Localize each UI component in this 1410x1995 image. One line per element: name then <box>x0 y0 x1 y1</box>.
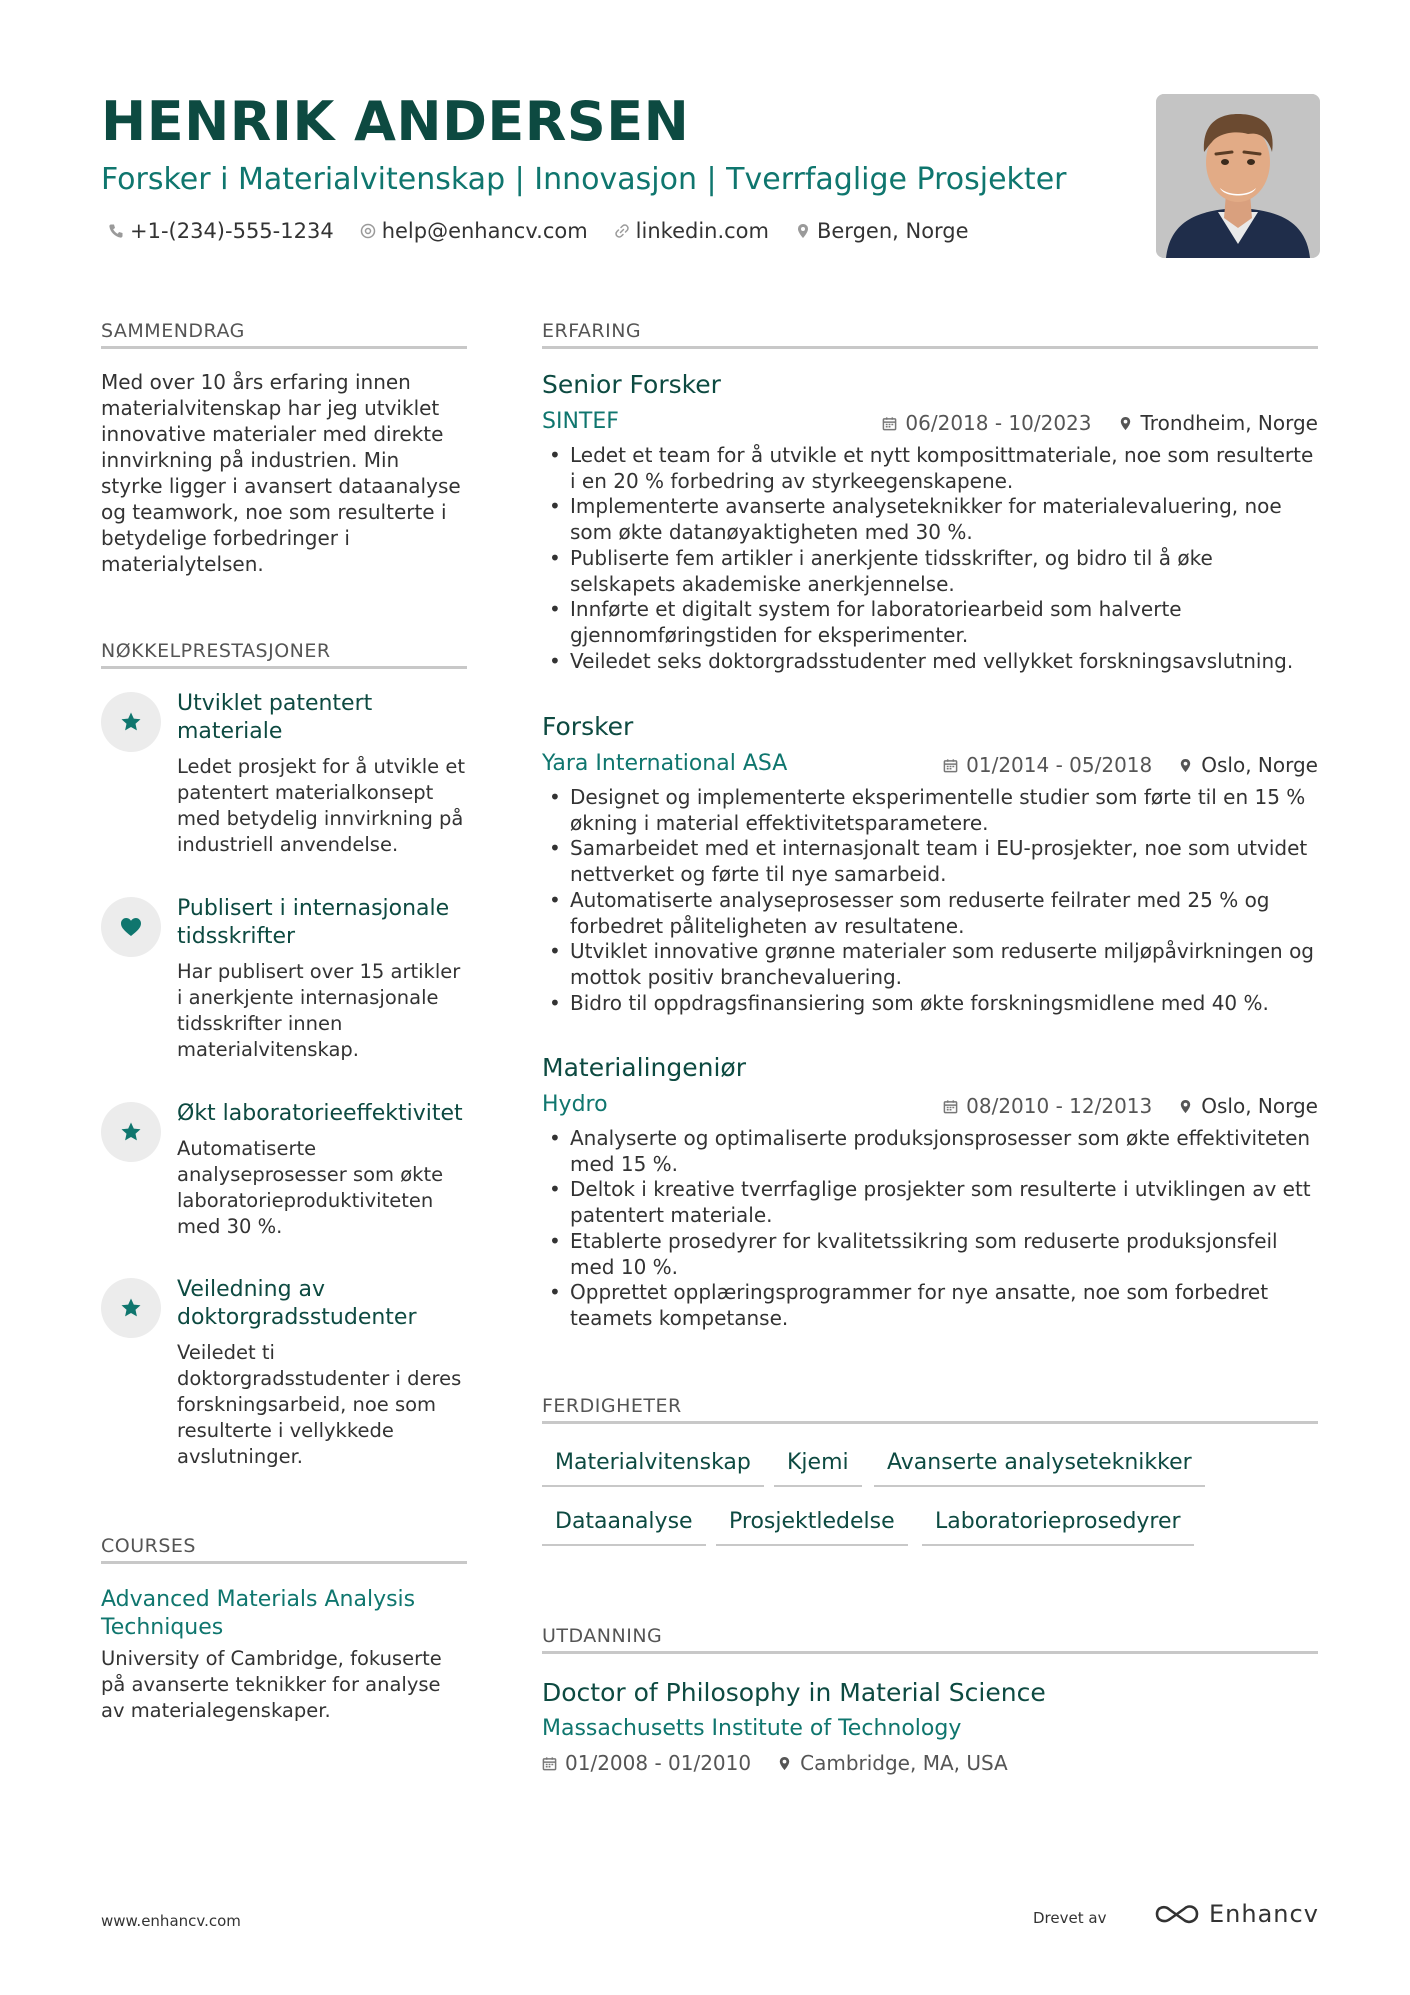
contact-email[interactable] <box>360 219 588 243</box>
contact-location <box>795 219 969 243</box>
job-dates-text: 06/2018 - 10/2023 <box>905 411 1092 435</box>
star-icon <box>119 1120 143 1144</box>
phone-text: +1-(234)-555-1234 <box>130 219 334 243</box>
job-location-text: Oslo, Norge <box>1201 1094 1318 1118</box>
candidate-name: HENRIK ANDERSEN <box>101 90 690 153</box>
job-location <box>1118 411 1318 435</box>
education-heading: UTDANNING <box>542 1625 1318 1654</box>
profile-photo <box>1156 94 1320 258</box>
bullet-item: • Innførte et digitalt system for laboratoriearbeid som halverte gjennomføringstiden for eksperimenter. <box>547 597 1323 648</box>
courses-heading: COURSES <box>101 1535 467 1564</box>
school-name: Massachusetts Institute of Technology <box>542 1716 962 1741</box>
calendar-icon <box>943 1099 958 1114</box>
job-dates-text: 01/2014 - 05/2018 <box>966 753 1153 777</box>
link-icon <box>614 223 630 239</box>
email-text: help@enhancv.com <box>381 219 588 243</box>
job-dates <box>943 753 1152 777</box>
bullet-item: • Utviklet innovative grønne materialer som reduserte miljøpåvirkningen og mottok positiv branchevaluering. <box>547 939 1323 990</box>
bullet-item: • Etablerte prosedyrer for kvalitetssikring som reduserte produksjonsfeil med 10 %. <box>547 1229 1323 1280</box>
contact-linkedin[interactable] <box>614 219 769 243</box>
enhancv-logo-icon <box>1153 1901 1201 1927</box>
contact-bar <box>108 219 969 243</box>
achievement-badge <box>101 692 161 752</box>
job-meta <box>943 753 1318 777</box>
achievement-badge <box>101 1278 161 1338</box>
location-text: Bergen, Norge <box>816 219 969 243</box>
skill-tag: Prosjektledelse <box>716 1509 908 1546</box>
job-location-text: Oslo, Norge <box>1201 753 1318 777</box>
skill-tag: Laboratorieprosedyrer <box>922 1509 1194 1546</box>
achievement-title: Økt laboratorieeffektivitet <box>177 1101 463 1126</box>
bullet-item: • Deltok i kreative tverrfaglige prosjekter som resulterte i utviklingen av ett patentert materiale. <box>547 1177 1323 1228</box>
job-location <box>1178 753 1318 777</box>
location-pin-icon <box>777 1756 792 1771</box>
job-location-text: Trondheim, Norge <box>1140 411 1318 435</box>
summary-heading: SAMMENDRAG <box>101 320 467 349</box>
courses-section <box>101 1535 467 1724</box>
star-icon <box>119 710 143 734</box>
achievement-desc: Ledet prosjekt for å utvikle et patentert materialkonsept med betydelig innvirkning på industriell anvendelse. <box>177 755 466 856</box>
skill-tag: Dataanalyse <box>542 1509 706 1546</box>
job-title: Senior Forsker <box>542 370 721 399</box>
job-bullets <box>547 1126 1323 1332</box>
achievement-badge <box>101 897 161 957</box>
bullet-item: • Ledet et team for å utvikle et nytt komposittmateriale, noe som resulterte i en 20 % forbedring av styrkeegenskapene. <box>547 443 1323 494</box>
location-pin-icon <box>795 223 811 239</box>
avatar <box>1156 94 1320 258</box>
skill-tag: Avanserte analyseteknikker <box>874 1450 1205 1487</box>
linkedin-text: linkedin.com <box>635 219 769 243</box>
job-bullets <box>547 443 1323 674</box>
job-bullets <box>547 785 1323 1016</box>
job-dates <box>882 411 1091 435</box>
contact-phone[interactable] <box>108 219 334 243</box>
achievements-heading-wrap <box>101 640 467 669</box>
at-icon <box>360 223 376 239</box>
footer-powered-by: Drevet av <box>1033 1909 1107 1927</box>
skills-section <box>542 1395 1318 1424</box>
job-company: Hydro <box>542 1092 608 1117</box>
job-title: Materialingeniør <box>542 1053 746 1082</box>
bullet-item: • Veiledet seks doktorgradsstudenter med vellykket forskningsavslutning. <box>547 649 1323 675</box>
education-location <box>777 1751 1008 1775</box>
summary-text: Med over 10 års erfaring innen materialvitenskap har jeg utviklet innovative materialer med direkte innvirkning på industrien. Min styrke ligger i avansert dataanalyse og teamwork, noe som resulterte i betydelige forbedringer i materialytelsen. <box>101 370 461 576</box>
job-meta <box>882 411 1318 435</box>
calendar-icon <box>542 1756 557 1771</box>
job-title: Forsker <box>542 712 634 741</box>
skill-tag: Materialvitenskap <box>542 1450 764 1487</box>
location-pin-icon <box>1178 1099 1193 1114</box>
degree-title: Doctor of Philosophy in Material Science <box>542 1678 1046 1707</box>
bullet-item: • Publiserte fem artikler i anerkjente tidsskrifter, og bidro til å øke selskapets akademiske anerkjennelse. <box>547 546 1323 597</box>
achievement-desc: Veiledet ti doktorgradsstudenter i deres forskningsarbeid, noe som resulterte i vellykkede avslutninger. <box>177 1341 462 1468</box>
education-dates <box>542 1751 751 1775</box>
job-company: Yara International ASA <box>542 751 788 776</box>
skill-tag: Kjemi <box>774 1450 862 1487</box>
job-dates <box>943 1094 1152 1118</box>
bullet-item: • Samarbeidet med et internasjonalt team i EU-prosjekter, noe som utvidet nettverket og førte til nye samarbeid. <box>547 836 1323 887</box>
achievement-desc: Har publisert over 15 artikler i anerkjente internasjonale tidsskrifter innen materialvitenskap. <box>177 960 461 1061</box>
job-dates-text: 08/2010 - 12/2013 <box>966 1094 1153 1118</box>
education-location-text: Cambridge, MA, USA <box>800 1751 1008 1775</box>
achievements-heading: NØKKELPRESTASJONER <box>101 640 467 669</box>
education-section <box>542 1625 1318 1654</box>
enhancv-wordmark: Enhancv <box>1209 1900 1319 1928</box>
experience-heading: ERFARING <box>542 320 1318 349</box>
education-dates-text: 01/2008 - 01/2010 <box>565 1751 752 1775</box>
bullet-item: • Designet og implementerte eksperimentelle studier som førte til en 15 % økning i material effektivitetsparametere. <box>547 785 1323 836</box>
bullet-item: • Automatiserte analyseprosesser som reduserte feilrater med 25 % og forbedret påliteligheten av resultatene. <box>547 888 1323 939</box>
bullet-item: • Opprettet opplæringsprogrammer for nye ansatte, noe som forbedret teamets kompetanse. <box>547 1280 1323 1331</box>
course-title: Advanced Materials Analysis Techniques <box>101 1587 416 1640</box>
job-meta <box>943 1094 1318 1118</box>
star-icon <box>119 1296 143 1320</box>
calendar-icon <box>882 416 897 431</box>
bullet-item: • Analyserte og optimaliserte produksjonsprosesser som økte effektiviteten med 15 %. <box>547 1126 1323 1177</box>
heart-icon <box>119 915 143 939</box>
experience-section <box>542 320 1318 349</box>
location-pin-icon <box>1178 758 1193 773</box>
summary-section <box>101 320 467 577</box>
achievement-title: Utviklet patentert materiale <box>177 691 373 744</box>
skills-heading: FERDIGHETER <box>542 1395 1318 1424</box>
footer-url[interactable]: www.enhancv.com <box>101 1912 241 1930</box>
course-desc: University of Cambridge, fokuserte på avanserte teknikker for analyse av materialegenskaper. <box>101 1647 442 1722</box>
job-company: SINTEF <box>542 409 619 434</box>
calendar-icon <box>943 758 958 773</box>
achievement-desc: Automatiserte analyseprosesser som økte laboratorieproduktiviteten med 30 %. <box>177 1137 444 1238</box>
bullet-item: • Implementerte avanserte analyseteknikker for materialevaluering, noe som økte datanøyaktigheten med 30 %. <box>547 494 1323 545</box>
achievement-title: Publisert i internasjonale tidsskrifter <box>177 896 450 949</box>
achievement-title: Veiledning av doktorgradsstudenter <box>177 1277 417 1330</box>
enhancv-logo[interactable] <box>1153 1900 1319 1928</box>
achievement-badge <box>101 1102 161 1162</box>
bullet-item: • Bidro til oppdragsfinansiering som økte forskningsmidlene med 40 %. <box>547 991 1323 1017</box>
headline: Forsker i Materialvitenskap | Innovasjon | Tverrfaglige Prosjekter <box>101 162 1067 197</box>
job-location <box>1178 1094 1318 1118</box>
location-pin-icon <box>1118 416 1133 431</box>
phone-icon <box>108 223 124 239</box>
education-meta <box>542 1751 1008 1775</box>
